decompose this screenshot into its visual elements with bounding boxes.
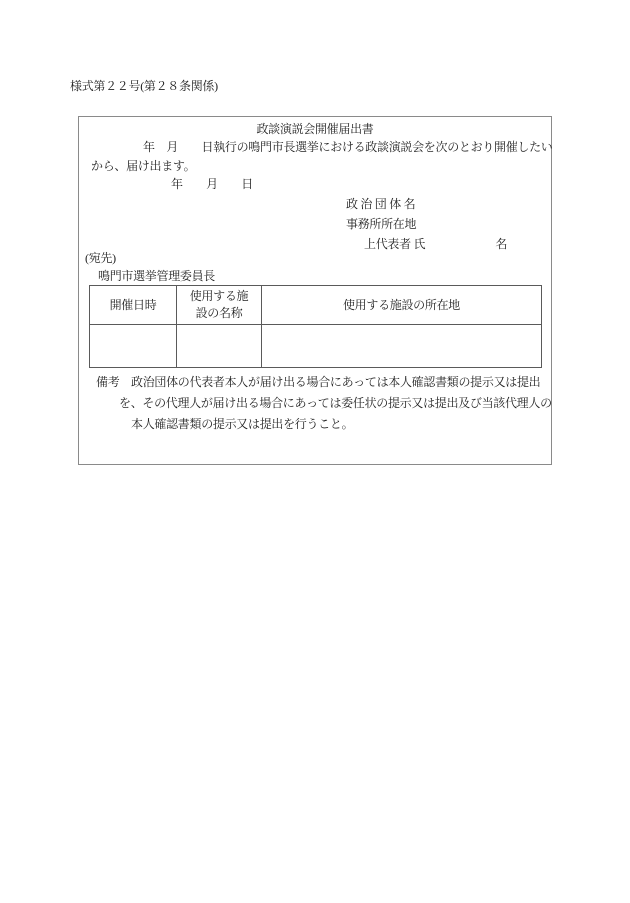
form-title: 政談演説会開催届出書 <box>256 122 374 136</box>
remarks-label: 備考 <box>96 375 120 389</box>
col-header-datetime: 開催日時 <box>90 286 177 325</box>
schedule-table <box>89 285 542 368</box>
remarks-line-3: 本人確認書類の提示又は提出を行うこと。 <box>131 417 354 431</box>
col-header-facility-address: 使用する施設の所在地 <box>262 286 542 325</box>
cell-facility-address <box>262 325 542 368</box>
body-text-line-2: から、届け出ます。 <box>91 159 196 173</box>
col-header-facility-name: 使用する施設の名称 <box>177 286 262 325</box>
political-org-name-label: 政 治 団 体 名 <box>346 197 416 211</box>
table-empty-row <box>90 325 542 368</box>
table-header-row <box>90 286 542 325</box>
cell-facility-name <box>177 325 262 368</box>
submission-date-line: 年 月 日 <box>171 177 253 191</box>
form-number-label: 様式第２２号(第２８条関係) <box>70 79 218 93</box>
addressee-name: 鳴門市選挙管理委員長 <box>98 269 216 283</box>
body-text-line-1: 年 月 日執行の鳴門市長選挙における政談演説会を次のとおり開催したい <box>143 140 553 154</box>
addressee-prefix: (宛先) <box>85 251 116 265</box>
form-outline-box <box>78 116 552 465</box>
office-address-label: 事務所所在地 <box>346 217 417 231</box>
remarks-line-1: 政治団体の代表者本人が届け出る場合にあっては本人確認書類の提示又は提出 <box>131 375 541 389</box>
representative-name-line: 上代表者 氏 名 <box>364 237 508 251</box>
cell-datetime <box>90 325 177 368</box>
remarks-line-2: を、その代理人が届け出る場合にあっては委任状の提示又は提出及び当該代理人の <box>119 396 552 410</box>
